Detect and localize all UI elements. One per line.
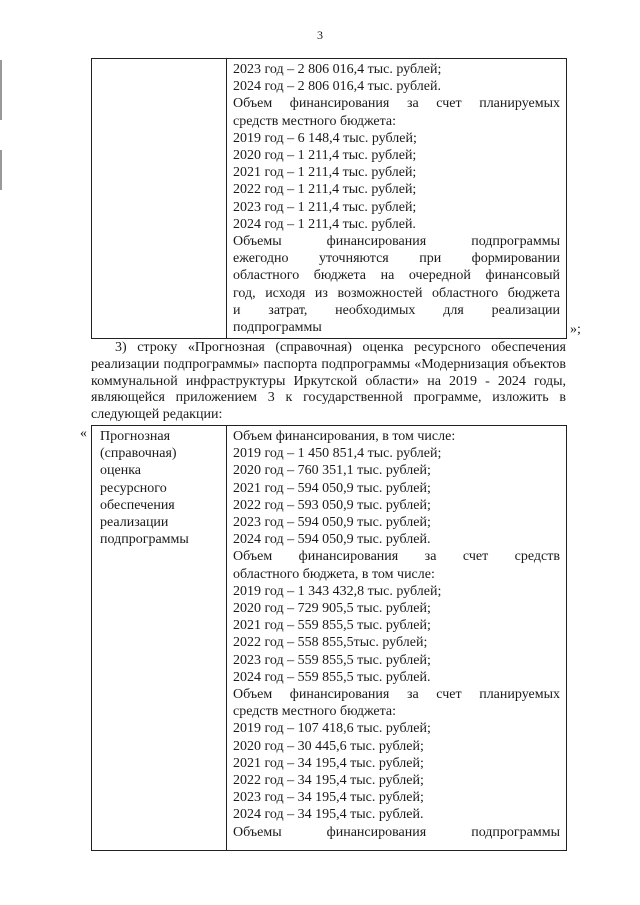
funding-line: 2024 год – 559 855,5 тыс. рублей. <box>233 669 431 685</box>
funding-line: 2019 год – 107 418,6 тыс. рублей; <box>233 721 431 737</box>
scan-edge-mark <box>0 150 2 190</box>
note-line: подпрограммы <box>233 320 322 336</box>
row-label-line: подпрограммы <box>100 532 189 548</box>
row-label-line: реализации <box>100 515 169 531</box>
funding-line: 2021 год – 1 211,4 тыс. рублей; <box>233 165 417 181</box>
funding-line: 2023 год – 2 806 016,4 тыс. рублей; <box>233 62 442 77</box>
funding-line: 2024 год – 1 211,4 тыс. рублей. <box>233 216 416 232</box>
row-label-line: Прогнозная <box>100 429 171 444</box>
table-left-cell <box>92 59 227 339</box>
resource-table <box>91 425 567 851</box>
row-label-line: обеспечения <box>100 497 175 513</box>
funding-line: 2022 год – 593 050,9 тыс. рублей; <box>233 497 431 513</box>
funding-line: 2020 год – 1 211,4 тыс. рублей; <box>233 148 417 164</box>
funding-line: 2021 год – 594 050,9 тыс. рублей; <box>233 480 431 496</box>
row-label-cell <box>92 426 227 851</box>
funding-line: 2022 год – 558 855,5тыс. рублей; <box>233 635 428 651</box>
instruction-line: коммунальной инфраструктуры Иркутской области» на 2019 - 2024 годы, <box>91 373 566 389</box>
page-number: 3 <box>317 28 323 42</box>
note-line: Объемы финансирования подпрограммы <box>233 824 560 840</box>
funding-heading: Объем финансирования, в том числе: <box>233 429 456 444</box>
row-value-cell <box>227 426 567 851</box>
funding-line: 2022 год – 34 195,4 тыс. рублей; <box>233 773 424 789</box>
closing-quote-mark: »; <box>570 322 581 337</box>
funding-heading: средств местного бюджета: <box>233 704 397 720</box>
funding-line: 2020 год – 30 445,6 тыс. рублей; <box>233 738 424 754</box>
note-line: и затрат, необходимых для реализации <box>233 302 560 318</box>
scan-edge-mark <box>0 60 2 120</box>
instruction-paragraph <box>91 340 566 424</box>
funding-line: 2024 год – 34 195,4 тыс. рублей. <box>233 807 424 823</box>
funding-line: 2024 год – 2 806 016,4 тыс. рублей. <box>233 79 441 95</box>
funding-line: 2020 год – 760 351,1 тыс. рублей; <box>233 463 431 479</box>
funding-line: 2023 год – 1 211,4 тыс. рублей; <box>233 199 417 215</box>
row-label-line: (справочная) <box>100 446 177 462</box>
funding-line: 2019 год – 1 450 851,4 тыс. рублей; <box>233 446 442 462</box>
funding-heading: Объем финансирования за счет планируемых <box>233 687 560 703</box>
funding-heading: Объем финансирования за счет средств <box>233 549 560 565</box>
funding-line: 2022 год – 1 211,4 тыс. рублей; <box>233 182 417 198</box>
continued-table <box>91 58 567 339</box>
funding-line: 2023 год – 34 195,4 тыс. рублей; <box>233 790 424 806</box>
funding-heading: областного бюджета, в том числе: <box>233 566 435 582</box>
note-line: ежегодно уточняются при формировании <box>233 251 560 267</box>
row-label-line: оценка <box>100 463 142 479</box>
note-line: Объемы финансирования подпрограммы <box>233 234 560 250</box>
note-line: год, исходя из возможностей областного бюджета <box>233 285 560 301</box>
funding-line: 2019 год – 6 148,4 тыс. рублей; <box>233 130 417 146</box>
note-line: областного бюджета на очередной финансовый <box>233 268 560 284</box>
instruction-line: являющейся приложением 3 к государственной программе, изложить в <box>91 390 566 406</box>
funding-line: 2021 год – 559 855,5 тыс. рублей; <box>233 618 431 634</box>
funding-heading: Объем финансирования за счет планируемых <box>233 96 560 112</box>
funding-line: 2019 год – 1 343 432,8 тыс. рублей; <box>233 583 442 599</box>
funding-line: 2024 год – 594 050,9 тыс. рублей. <box>233 532 431 548</box>
table-right-cell <box>227 59 567 339</box>
funding-line: 2020 год – 729 905,5 тыс. рублей; <box>233 601 431 617</box>
instruction-line: 3) строку «Прогнозная (справочная) оценка ресурсного обеспечения <box>115 340 566 355</box>
funding-heading: средств местного бюджета: <box>233 113 397 129</box>
opening-quote-mark: « <box>80 426 87 441</box>
funding-line: 2023 год – 594 050,9 тыс. рублей; <box>233 515 431 531</box>
instruction-line: реализации подпрограммы» паспорта подпрограммы «Модернизация объектов <box>91 356 566 372</box>
funding-line: 2021 год – 34 195,4 тыс. рублей; <box>233 755 424 771</box>
instruction-line: следующей редакции: <box>91 407 223 423</box>
row-label-line: ресурсного <box>100 480 167 496</box>
funding-line: 2023 год – 559 855,5 тыс. рублей; <box>233 652 431 668</box>
